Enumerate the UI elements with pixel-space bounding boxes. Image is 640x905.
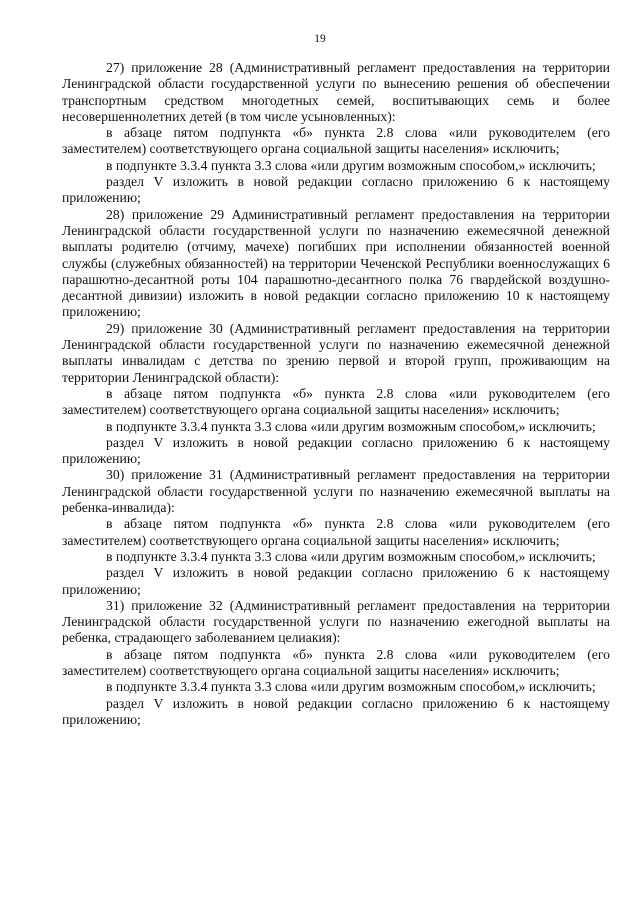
paragraph-item-30-amend-2-8: в абзаце пятом подпункта «б» пункта 2.8 слова «или руководителем (его заместителем) соответствующего органа социальной защиты населения» исключить;: [62, 516, 610, 548]
paragraph-item-29-amend-3-3-4: в подпункте 3.3.4 пункта 3.3 слова «или другим возможным способом,» исключить;: [106, 418, 596, 434]
document-body: [62, 60, 610, 728]
paragraph-item-31-heading: 31) приложение 32 (Административный регламент предоставления на территории Ленинградской области государственной услуги по назначению ежегодной выплаты на ребенка, страдающего заболеванием целиакия):: [62, 597, 610, 646]
paragraph-item-27-heading: 27) приложение 28 (Административный регламент предоставления на территории Ленинградской области государственной услуги по вынесению решения об обеспечении транспортным средством многодетных семей, воспитывающих семь и более несовершеннолетних детей (в том числе усыновленных):: [62, 60, 610, 124]
paragraph-item-27-amend-2-8: в абзаце пятом подпункта «б» пункта 2.8 слова «или руководителем (его заместителем) соответствующего органа социальной защиты населения» исключить;: [62, 125, 610, 157]
paragraph-item-30-section-v: раздел V изложить в новой редакции согласно приложению 6 к настоящему приложению;: [62, 565, 610, 597]
paragraph-item-27-amend-3-3-4: в подпункте 3.3.4 пункта 3.3 слова «или другим возможным способом,» исключить;: [106, 157, 596, 173]
paragraph-item-27-section-v: раздел V изложить в новой редакции согласно приложению 6 к настоящему приложению;: [62, 174, 610, 206]
paragraph-item-30-heading: 30) приложение 31 (Административный регламент предоставления на территории Ленинградской области государственной услуги по назначению ежемесячной выплаты на ребенка-инвалида):: [62, 467, 610, 516]
paragraph-item-29-amend-2-8: в абзаце пятом подпункта «б» пункта 2.8 слова «или руководителем (его заместителем) соответствующего органа социальной защиты населения» исключить;: [62, 385, 610, 418]
paragraph-item-29-heading: 29) приложение 30 (Административный регламент предоставления на территории Ленинградской области государственной услуги по назначению ежемесячной денежной выплаты инвалидам с детства по зрению первой и второй групп, проживающим на территории Ленинградской области):: [62, 320, 610, 385]
page-number: 19: [314, 33, 326, 45]
paragraph-item-31-amend-3-3-4: в подпункте 3.3.4 пункта 3.3 слова «или другим возможным способом,» исключить;: [106, 679, 596, 695]
paragraph-item-29-section-v: раздел V изложить в новой редакции согласно приложению 6 к настоящему приложению;: [62, 434, 610, 467]
paragraph-item-28: 28) приложение 29 Административный регламент предоставления на территории Ленинградской области государственной услуги по назначению ежемесячной денежной выплаты родителю (отчиму, мачехе) погибших при исполнении обязанностей военной службы (служебных обязанностей) на территории Чеченской Республики военнослужащих 6 парашютно-десантной роты 104 парашютно-десантного полка 76 гвардейской воздушно-десантной дивизии) изложить в новой редакции согласно приложению 10 к настоящему приложению;: [62, 206, 610, 320]
paragraph-item-31-section-v: раздел V изложить в новой редакции согласно приложению 6 к настоящему приложению;: [62, 695, 610, 727]
paragraph-item-30-amend-3-3-4: в подпункте 3.3.4 пункта 3.3 слова «или другим возможным способом,» исключить;: [106, 548, 596, 564]
paragraph-item-31-amend-2-8: в абзаце пятом подпункта «б» пункта 2.8 слова «или руководителем (его заместителем) соответствующего органа социальной защиты населения» исключить;: [62, 646, 610, 678]
